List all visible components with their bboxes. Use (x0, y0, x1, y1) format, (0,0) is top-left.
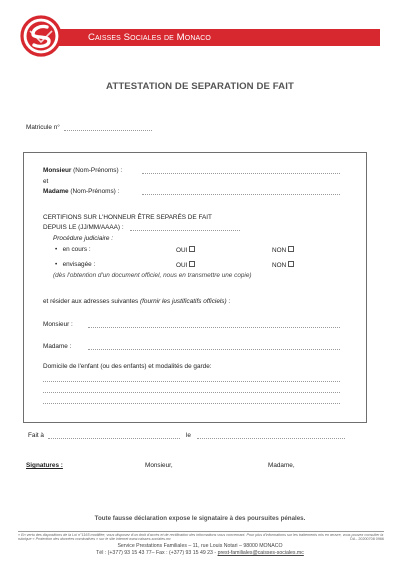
envisagee-label: • envisagée : (55, 261, 96, 268)
certifions-label: CERTIFIONS SUR L'HONNEUR ÊTRE SEPARÉS DE FAIT (43, 214, 212, 221)
envisagee-oui-checkbox[interactable]: OUI (176, 261, 195, 269)
fait-a-field[interactable] (48, 434, 180, 439)
le-date-field[interactable] (197, 434, 345, 439)
footer-address: Service Prestations Familiales – 11, rue Louis Notari – 98000 MONACO (117, 543, 283, 549)
checkbox-icon (288, 246, 294, 252)
form-reference: DA - 20200708 0966 (350, 537, 384, 542)
et-label: et (43, 178, 49, 185)
footer-divider (18, 531, 384, 532)
checkbox-icon (189, 246, 195, 252)
le-label: le (186, 432, 191, 439)
fait-a-label: Fait à (28, 432, 44, 439)
depuis-label: DEPUIS LE (JJ/MM/AAAA) : (43, 224, 124, 231)
en-cours-non-checkbox[interactable]: NON (272, 246, 294, 254)
madame-address-field[interactable] (88, 345, 340, 350)
en-cours-oui-checkbox[interactable]: OUI (176, 246, 195, 254)
domicile-label: Domicile de l'enfant (ou des enfants) et modalités de garde: (43, 363, 212, 370)
document-note: (dès l'obtention d'un document officiel, nous en transmettre une copie) (53, 272, 252, 279)
matricule-field[interactable] (64, 126, 152, 131)
csm-logo-icon (20, 15, 62, 57)
footer-legal-notice: « En vertu des dispositions de la Loi n°1165 modifiée, vous disposez d'un droit d'accès et de rectification des informations vous concernant. Pour plus d'informations sur les traitements mis en œuvre, vous pouvez consulter la rubrique « Protection des données nominatives » sur le site internet www.caisses-sociales.mc DA - 20200708 0966 (18, 533, 384, 542)
adresses-label: et résider aux adresses suivantes (fournir les justificatifs officiels) : (43, 298, 231, 305)
envisagee-non-checkbox[interactable]: NON (272, 261, 294, 269)
email-link[interactable]: prest-familiales@caisses-sociales.mc (217, 550, 304, 556)
depuis-date-field[interactable] (130, 226, 240, 231)
domicile-line-3[interactable] (43, 399, 340, 404)
domicile-line-1[interactable] (43, 377, 340, 382)
monsieur-address-label: Monsieur : (43, 321, 73, 328)
checkbox-icon (288, 261, 294, 267)
header-bar (36, 29, 380, 46)
en-cours-label: • en cours : (55, 246, 91, 253)
checkbox-icon (189, 261, 195, 267)
matricule-label: Matricule n° (26, 124, 60, 131)
procedure-label: Procédure judiciaire : (53, 235, 114, 242)
madame-name-field[interactable] (142, 190, 340, 195)
signature-madame-label: Madame, (268, 462, 295, 469)
madame-address-label: Madame : (43, 343, 72, 350)
domicile-line-2[interactable] (43, 388, 340, 393)
footer-contact: Tél : (+377) 93 15 43 77– Fax : (+377) 93 15 49 23 - prest-familiales@caisses-sociales.mc (96, 550, 304, 556)
monsieur-address-field[interactable] (88, 323, 340, 328)
document-title: ATTESTATION DE SEPARATION DE FAIT (106, 81, 294, 92)
madame-name-label: Madame (Nom-Prénoms) : (43, 188, 120, 195)
footer-warning: Toute fausse déclaration expose le signataire à des poursuites pénales. (94, 515, 306, 522)
org-name: Caisses Sociales de Monaco (88, 32, 211, 43)
monsieur-name-field[interactable] (142, 169, 340, 174)
signature-monsieur-label: Monsieur, (145, 462, 173, 469)
signatures-label: Signatures : (26, 462, 63, 469)
monsieur-name-label: Monsieur (Nom-Prénoms) : (43, 167, 123, 174)
